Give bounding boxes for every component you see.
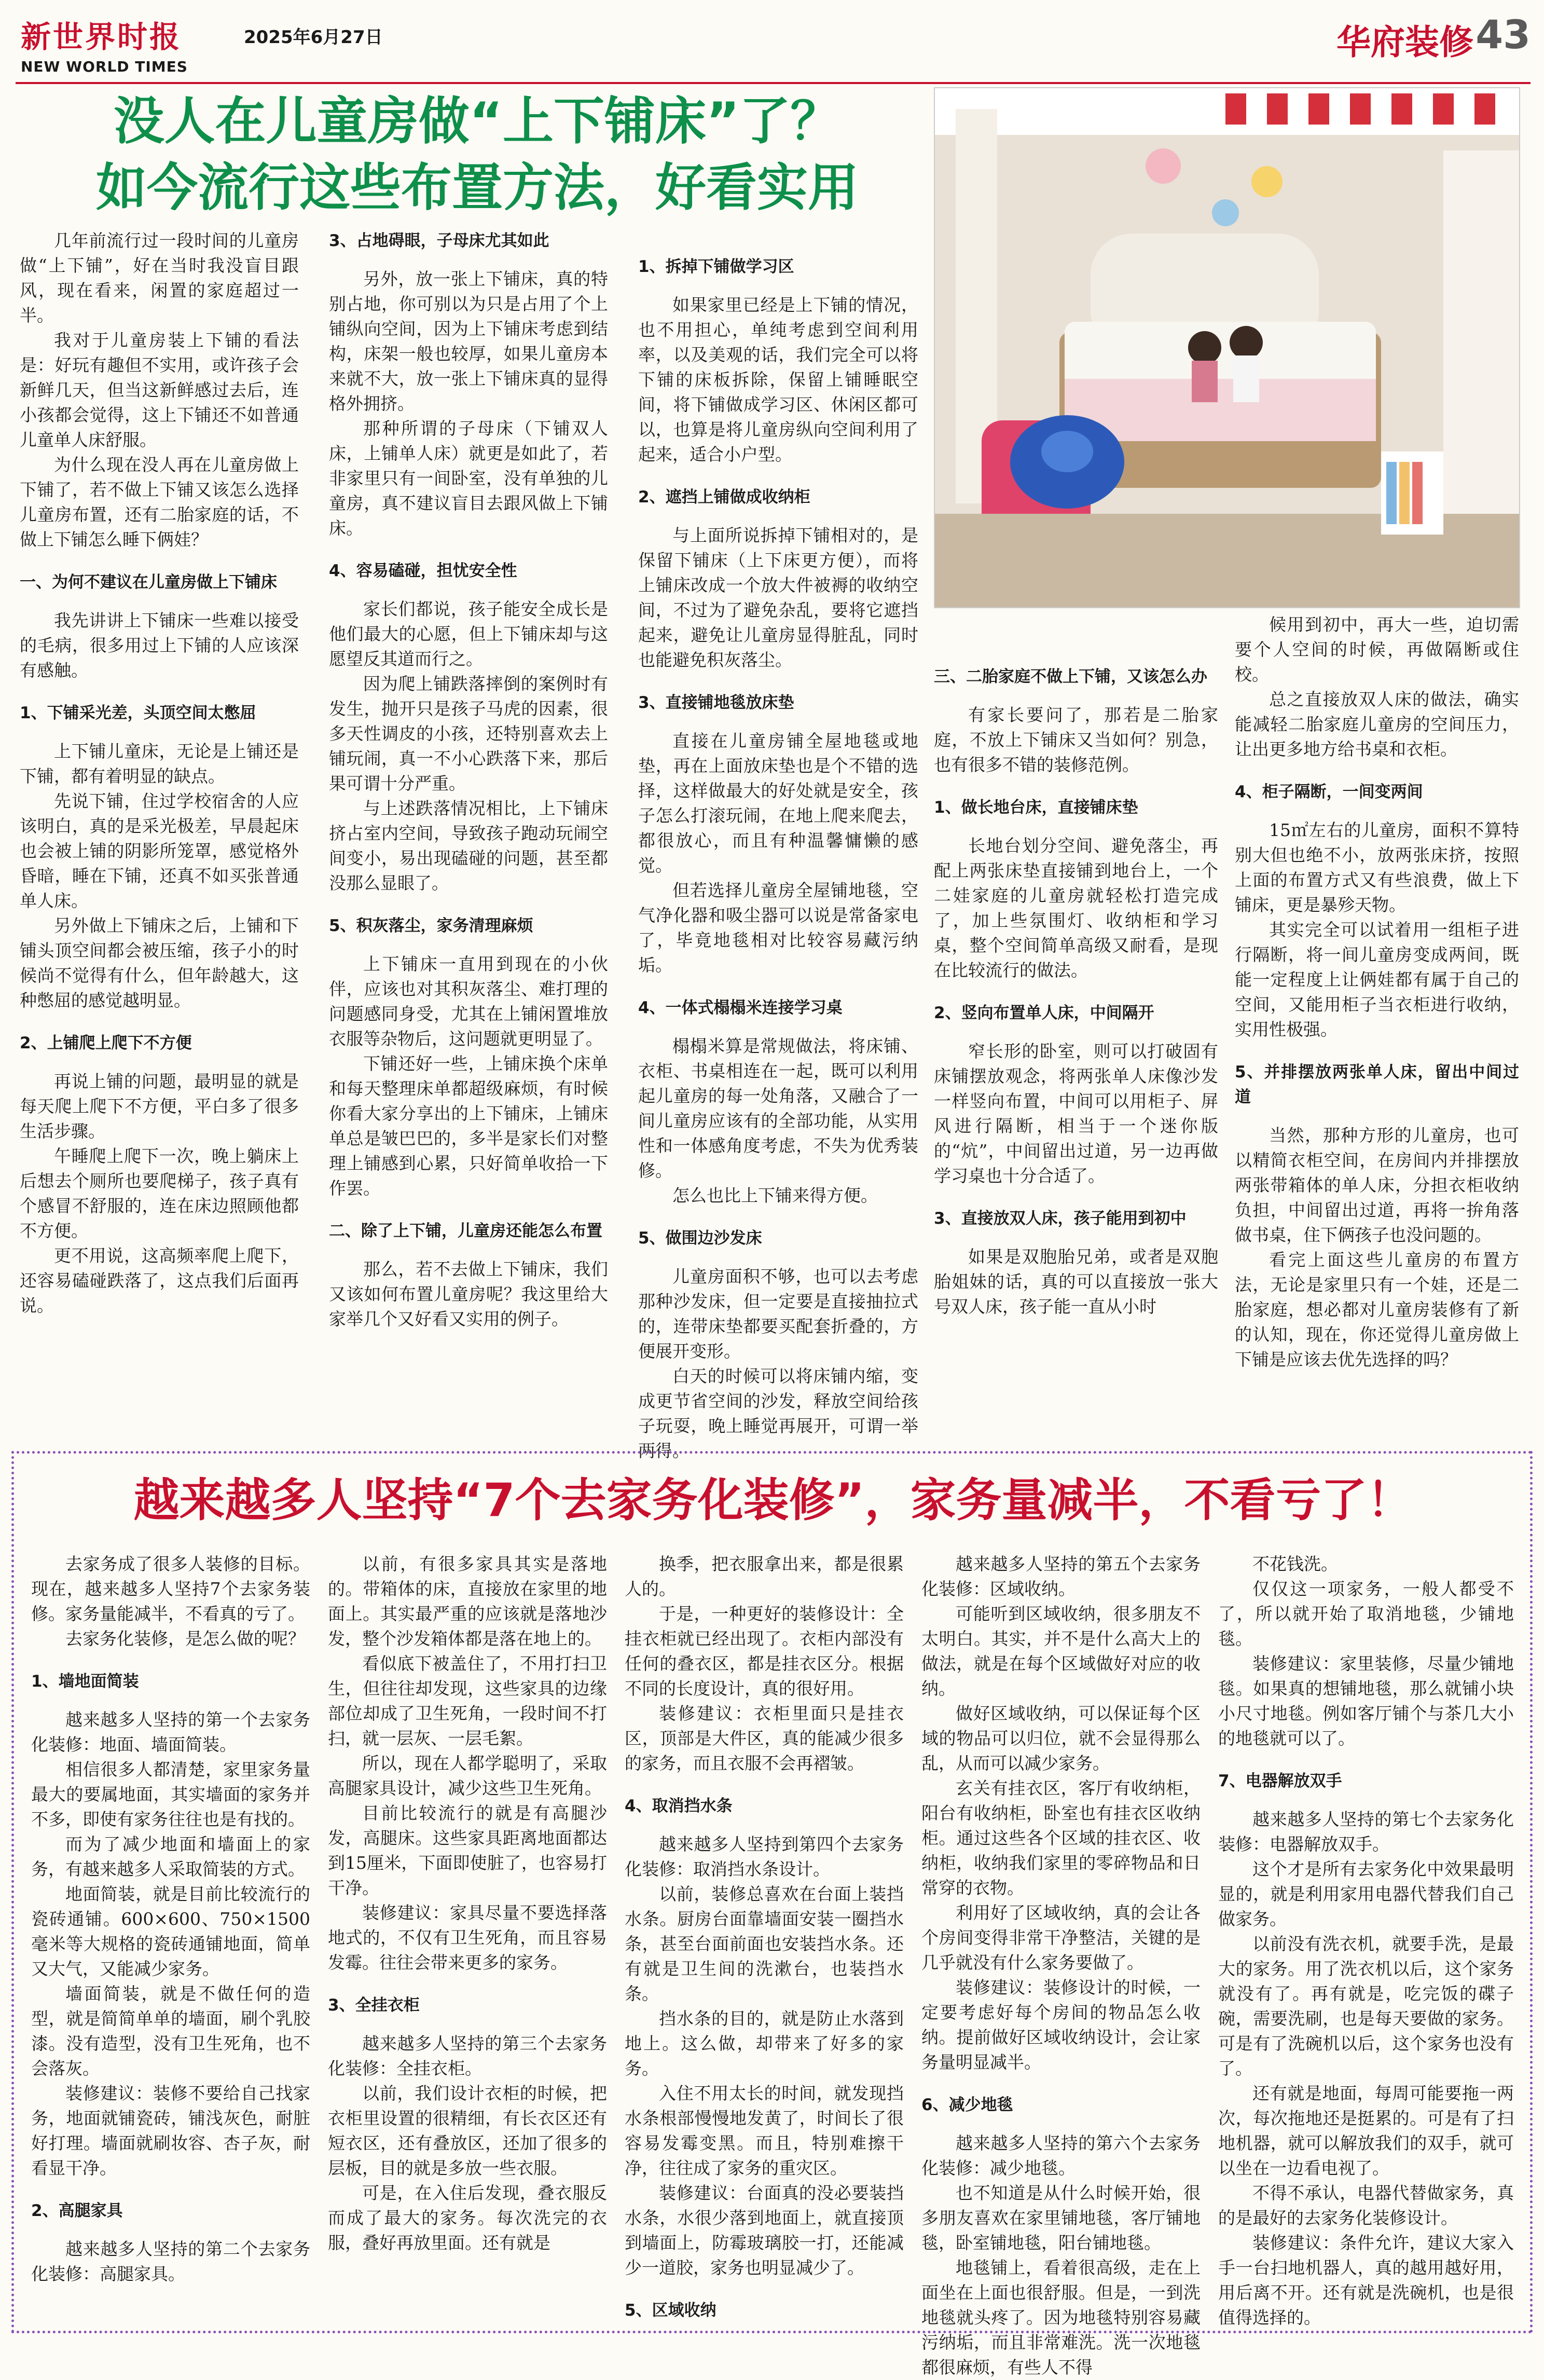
body-paragraph: 做好区域收纳，可以保证每个区域的物品可以归位，就不会显得那么乱，从而可以减少家务。 [921,1703,1201,1773]
article2-column-3 [625,1552,904,2325]
body-paragraph: 15㎡左右的儿童房，面积不算特别大但也绝不小，放两张床挤，按照上面的布置方式又有些浪费，做上下铺床，更是暴殄天物。 [1235,820,1519,915]
body-paragraph: 装修建议：家里装修，尽量少铺地毯。如果真的想铺地毯，那么就铺小块小尺寸地毯。例如客厅铺个与茶几大小的地毯就可以了。 [1218,1653,1514,1748]
body-paragraph: 相信很多人都清楚，家里家务量最大的要属地面，其实墙面的家务并不多，即使有家务往往也是有找的。 [31,1759,310,1829]
section-subhead: 5、积灰落尘，家务清理麻烦 [329,917,533,935]
article1-headline-line2: 如今流行这些布置方法，好看实用 [95,158,859,217]
body-paragraph: 所以，现在人都学聪明了，采取高腿家具设计，减少这些卫生死角。 [328,1753,607,1798]
section-subhead: 一、为何不建议在儿童房做上下铺床 [20,573,277,592]
section-subhead: 4、柜子隔断，一间变两间 [1235,783,1423,801]
body-paragraph: 窄长形的卧室，则可以打破固有床铺摆放观念，将两张单人床像沙发一样竖向布置，中间可以用柜子、屏风进行隔断，相当于一个迷你版的“炕”，中间留出过道，另一边再做学习桌也十分合适了。 [934,1041,1218,1186]
newspaper-logo: 新世界时报 [21,19,182,54]
body-paragraph: 挡水条的目的，就是防止水落到地上。这么做，却带来了好多的家务。 [625,2008,904,2078]
newspaper-english-name: NEW WORLD TIMES [21,58,188,75]
section-subhead: 3、直接放双人床，孩子能用到初中 [934,1209,1187,1228]
section-subhead: 二、除了上下铺，儿童房还能怎么布置 [329,1222,602,1240]
body-paragraph: 地面简装，就是目前比较流行的瓷砖通铺。600×600、750×1500毫米等大规格的瓷砖通铺地面，简单又大气，又能减少家务。 [31,1884,310,1979]
body-paragraph: 装修建议：家具尽量不要选择落地式的，不仅有卫生死角，而且容易发霉。往往会带来更多的家务。 [328,1903,607,1973]
body-paragraph: 越来越多人坚持的第三个去家务化装修：全挂衣柜。 [328,2033,607,2078]
body-paragraph: 入住不用太长的时间，就发现挡水条根部慢慢地发黄了，时间长了很容易发霉变黑。而且，特别难擦干净，往往成了家务的重灾区。 [625,2083,904,2178]
body-paragraph: 而为了减少地面和墙面上的家务，有越来越多人采取简装的方式。 [31,1834,310,1879]
body-paragraph: 以前，我们设计衣柜的时候，把衣柜里设置的很精细，有长衣区还有短衣区，还有叠放区，还加了很多的层板，目的就是多放一些衣服。 [328,2083,607,2178]
body-paragraph: 目前比较流行的就是有高腿沙发，高腿床。这些家具距离地面都达到15厘米，下面即使脏了，也容易打干净。 [328,1803,607,1898]
body-paragraph: 与上面所说拆掉下铺相对的，是保留下铺床（上下床更方便），而将上铺床改成一个放大件被褥的收纳空间，不过为了避免杂乱，要将它遮挡起来，避免让儿童房显得脏乱，同时也能避免积灰落尘。 [638,525,918,670]
body-paragraph: 可是，在入住后发现，叠衣服反而成了最大的家务。每次洗完的衣服，叠好再放里面。还有就是 [328,2183,607,2253]
body-paragraph: 换季，把衣服拿出来，都是很累人的。 [625,1554,904,1599]
body-paragraph: 怎么也比上下铺来得方便。 [672,1185,878,1206]
body-paragraph: 总之直接放双人床的做法，确实能减轻二胎家庭儿童房的空间压力，让出更多地方给书桌和衣柜。 [1235,689,1519,759]
section-subhead: 1、做长地台床，直接铺床垫 [934,798,1138,817]
body-paragraph: 越来越多人坚持的第七个去家务化装修：电器解放双手。 [1218,1809,1514,1854]
masthead [16,9,1531,77]
body-paragraph: 当然，那种方形的儿童房，也可以精简衣柜空间，在房间内并排摆放两张带箱体的单人床，分担衣柜收纳负担，中间留出过道，再将一拚角落做书桌，住下俩孩子也没问题的。 [1235,1125,1519,1245]
section-subhead: 3、占地碍眼，子母床尤其如此 [329,231,549,250]
section-subhead: 2、高腿家具 [31,2201,123,2220]
section-subhead: 5、区域收纳 [625,2301,716,2320]
article1-headline [21,88,934,221]
body-paragraph: 家长们都说，孩子能安全成长是他们最大的心愿，但上下铺床却与这愿望反其道而行之。 [329,599,608,669]
body-paragraph: 因为爬上铺跌落摔倒的案例时有发生，抛开只是孩子马虎的因素，很多天性调皮的小孩，还特别喜欢去上铺玩闹，真一不小心跌落下来，那后果可谓十分严重。 [329,674,608,794]
body-paragraph: 越来越多人坚持的第一个去家务化装修：地面、墙面简装。 [31,1709,310,1755]
kids-room-illustration [935,88,1519,607]
body-paragraph: 不得不承认，电器代替做家务，真的是最好的去家务化装修设计。 [1218,2183,1514,2228]
body-paragraph: 看完上面这些儿童房的布置方法，无论是家里只有一个娃，还是二胎家庭，想必都对儿童房装修有了新的认知，现在，你还觉得儿童房做上下铺是应该去优先选择的吗？ [1235,1250,1519,1370]
section-subhead: 2、竖向布置单人床，中间隔开 [934,1004,1154,1022]
body-paragraph: 可能听到区域收纳，很多朋友不太明白。其实，并不是什么高大上的做法，就是在每个区域做好对应的收纳。 [921,1604,1201,1699]
article2-column-1 [31,1552,310,2325]
body-paragraph: 地毯铺上，看着很高级，走在上面坐在上面也很舒服。但是，一到洗地毯就头疼了。因为地毯特别容易藏污纳垢，而且非常难洗。洗一次地毯都很麻烦，有些人不得 [921,2258,1201,2377]
section-subhead: 1、下铺采光差，头顶空间太憋屈 [20,704,256,722]
issue-date: 2025年6月27日 [244,27,383,48]
body-paragraph: 长地台划分空间、避免落尘，再配上两张床垫直接铺到地台上，一个二娃家庭的儿童房就轻松打造完成了，加上些氛围灯、收纳柜和学习桌，整个空间简单高级又耐看，是现在比较流行的做法。 [934,836,1218,980]
body-paragraph: 如果家里已经是上下铺的情况，也不用担心，单纯考虑到空间利用率，以及美观的话，我们完全可以将下铺的床板拆除，保留上铺睡眠空间，将下铺做成学习区、休闲区都可以，也算是将儿童房纵向空间利用了起来，适合小户型。 [638,295,918,464]
body-paragraph: 那种所谓的子母床（下铺双人床，上铺单人床）就更是如此了，若非家里只有一间卧室，没有单独的儿童房，真不建议盲目去跟风做上下铺床。 [329,418,608,538]
body-paragraph: 但若选择儿童房全屋铺地毯，空气净化器和吸尘器可以说是常备家电了，毕竟地毯相对比较容易藏污纳垢。 [638,880,918,975]
section-subhead: 3、直接铺地毯放床垫 [638,693,794,712]
body-paragraph: 越来越多人坚持到第四个去家务化装修：取消挡水条设计。 [625,1834,904,1879]
body-paragraph: 以前，装修总喜欢在台面上装挡水条。厨房台面靠墙面安装一圈挡水条，甚至台面前面也安装挡水条。还有就是卫生间的洗漱台，也装挡水条。 [625,1884,904,2004]
body-paragraph: 看似底下被盖住了，不用打扫卫生，但往往却发现，这些家具的边缘部位却成了卫生死角，一段时间不打扫，就一层灰、一层毛絮。 [328,1653,607,1748]
body-paragraph: 利用好了区域收纳，真的会让各个房间变得非常干净整洁，关键的是几乎就没有什么家务要做了。 [921,1903,1201,1973]
section-subhead: 5、并排摆放两张单人床，留出中间过道 [1235,1063,1519,1106]
body-paragraph: 儿童房面积不够，也可以去考虑那种沙发床，但一定要是直接抽拉式的，连带床垫都要买配套折叠的，方便展开变形。 [638,1266,918,1361]
body-paragraph: 更不用说，这高频率爬上爬下，还容易磕碰跌落了，这点我们后面再说。 [20,1246,299,1316]
body-paragraph: 上下铺床一直用到现在的小伙伴，应该也对其积灰落尘、难打理的问题感同身受，尤其在上铺闲置堆放衣服等杂物后，这问题就更明显了。 [329,954,608,1049]
section-subhead: 5、做围边沙发床 [638,1229,762,1248]
section-subhead: 4、一体式榻榻米连接学习桌 [638,998,843,1017]
kids-room-photo [934,87,1520,608]
body-paragraph: 午睡爬上爬下一次，晚上躺床上后想去个厕所也要爬梯子，孩子真有个感冒不舒服的，连在床边照顾他都不方便。 [20,1146,299,1241]
body-paragraph: 装修建议：衣柜里面只是挂衣区，顶部是大件区，真的能减少很多的家务，而且衣服不会再褶皱。 [625,1703,904,1773]
section-subhead: 2、上铺爬上爬下不方便 [20,1034,192,1052]
body-paragraph: 不花钱洗。 [1252,1554,1338,1574]
section-name: 华府装修 [1336,22,1473,62]
body-paragraph: 那么，若不去做上下铺床，我们又该如何布置儿童房呢？我这里给大家举几个又好看又实用的例子。 [329,1259,608,1329]
masthead-rule [16,82,1531,84]
article2-column-2 [328,1552,607,2325]
body-paragraph: 装修建议：装修设计的时候，一定要考虑好每个房间的物品怎么收纳。提前做好区域收纳设计，会让家务量明显减半。 [921,1977,1201,2072]
body-paragraph: 越来越多人坚持的第六个去家务化装修：减少地毯。 [921,2133,1201,2178]
body-paragraph: 榻榻米算是常规做法，将床铺、衣柜、书桌相连在一起，既可以利用起儿童房的每一处角落，又融合了一间儿童房应该有的全部功能，从实用性和一体感角度考虑，不失为优秀装修。 [638,1036,918,1181]
section-subhead: 3、全挂衣柜 [328,1996,420,2015]
body-paragraph: 去家务化装修，是怎么做的呢？ [65,1629,305,1649]
body-paragraph: 玄关有挂衣区，客厅有收纳柜，阳台有收纳柜，卧室也有挂衣区收纳柜。通过这些各个区域的挂衣区、收纳柜，收纳我们家里的零碎物品和日常穿的衣物。 [921,1778,1201,1898]
article1-column-3 [638,254,918,1461]
body-paragraph: 我先讲讲上下铺床一些难以接受的毛病，很多用过上下铺的人应该深有感触。 [20,610,299,680]
section-subhead: 1、拆掉下铺做学习区 [638,257,794,276]
body-paragraph: 为什么现在没人再在儿童房做上下铺了，若不做上下铺又该怎么选择儿童房布置，还有二胎家庭的话，不做上下铺怎么睡下俩娃？ [20,455,299,550]
article2-column-4 [921,1552,1201,2377]
body-paragraph: 仅仅这一项家务，一般人都受不了，所以就开始了取消地毯，少铺地毯。 [1218,1579,1514,1649]
section-subhead: 4、容易磕碰，担忧安全性 [329,562,517,580]
section-subhead: 6、减少地毯 [921,2096,1013,2114]
body-paragraph: 白天的时候可以将床铺内缩，变成更节省空间的沙发，释放空间给孩子玩耍，晚上睡觉再展开，可谓一举两得。 [638,1366,918,1461]
article1-headline-line1: 没人在儿童房做“上下铺床”了？ [113,92,842,151]
body-paragraph: 候用到初中，再大一些，迫切需要个人空间的时候，再做隔断或住校。 [1235,614,1519,685]
body-paragraph: 另外做上下铺床之后，上铺和下铺头顶空间都会被压缩，孩子小的时候尚不觉得有什么，但年龄越大，这种憋屈的感觉越明显。 [20,915,299,1010]
body-paragraph: 以前没有洗衣机，就要手洗，是最大的家务。用了洗衣机以后，这个家务就没有了。再有就是，吃完饭的碟子碗，需要洗刷，也是每天要做的家务。可是有了洗碗机以后，这个家务也没有了。 [1218,1934,1514,2078]
article2-column-5 [1218,1552,1514,2328]
body-paragraph: 装修建议：台面真的没必要装挡水条，水很少落到地面上，就直接顶到墙面上，防霉玻璃胶一打，还能减少一道胶，家务也明显减少了。 [625,2183,904,2278]
body-paragraph: 与上述跌落情况相比，上下铺床挤占室内空间，导致孩子跑动玩闹空间变小，易出现磕碰的问题，甚至都没那么显眼了。 [329,798,608,893]
page-number: 43 [1476,11,1531,58]
section-subhead: 4、取消挡水条 [625,1797,733,1815]
body-paragraph: 有家长要问了，那若是二胎家庭，不放上下铺床又当如何？别急，也有很多不错的装修范例。 [934,705,1218,775]
body-paragraph: 其实完全可以试着用一组柜子进行隔断，将一间儿童房变成两间，既能一定程度上让俩娃都有属于自己的空间，又能用柜子当衣柜进行收纳，实用性极强。 [1235,920,1519,1039]
article2-headline: 越来越多人坚持“7个去家务化装修”，家务量减半，不看亏了！ [133,1473,1413,1527]
article1-column-4 [934,664,1218,1438]
body-paragraph: 直接在儿童房铺全屋地毯或地垫，再在上面放床垫也是个不错的选择，这样做最大的好处就是安全，孩子怎么打滚玩闹，在地上爬来爬去，都很放心，而且有种温馨慵懒的感觉。 [638,731,918,876]
section-subhead: 1、墙地面简装 [31,1672,139,1691]
section-subhead: 三、二胎家庭不做上下铺，又该怎么办 [934,667,1207,686]
body-paragraph: 这个才是所有去家务化中效果最明显的，就是利用家用电器代替我们自己做家务。 [1218,1859,1514,1929]
body-paragraph: 去家务成了很多人装修的目标。现在，越来越多人坚持7个去家务装修。家务量能减半，不看真的亏了。 [31,1554,310,1624]
body-paragraph: 再说上铺的问题，最明显的就是每天爬上爬下不方便，平白多了很多生活步骤。 [20,1071,299,1141]
body-paragraph: 墙面简装，就是不做任何的造型，就是简简单单的墙面，刷个乳胶漆。没有造型，没有卫生死角，也不会落灰。 [31,1984,310,2078]
body-paragraph: 上下铺儿童床，无论是上铺还是下铺，都有着明显的缺点。 [20,741,299,786]
body-paragraph: 我对于儿童房装上下铺的看法是：好玩有趣但不实用，或许孩子会新鲜几天，但当这新鲜感过去后，连小孩都会觉得，这上下铺还不如普通儿童单人床舒服。 [20,330,299,450]
body-paragraph: 越来越多人坚持的第二个去家务化装修：高腿家具。 [31,2239,310,2284]
body-paragraph: 如果是双胞胎兄弟，或者是双胞胎姐妹的话，真的可以直接放一张大号双人床，孩子能一直从小时 [934,1247,1218,1317]
body-paragraph: 另外，放一张上下铺床，真的特别占地，你可别以为只是占用了个上铺纵向空间，因为上下铺床考虑到结构，床架一般也较厚，如果儿童房本来就不大，放一张上下铺床真的显得格外拥挤。 [329,269,608,414]
body-paragraph: 于是，一种更好的装修设计：全挂衣柜就已经出现了。衣柜内部没有任何的叠衣区，都是挂衣区分。根据不同的长度设计，真的很好用。 [625,1604,904,1699]
body-paragraph: 也不知道是从什么时候开始，很多朋友喜欢在家里铺地毯，客厅铺地毯，卧室铺地毯，阳台铺地毯。 [921,2183,1201,2253]
body-paragraph: 装修建议：条件允许，建议大家入手一台扫地机器人，真的越用越好用，用后离不开。还有就是洗碗机，也是很值得选择的。 [1218,2233,1514,2328]
body-paragraph: 下铺还好一些，上铺床换个床单和每天整理床单都超级麻烦，有时候你看大家分享出的上下铺床，上铺床单总是皱巴巴的，多半是家长们对整理上铺感到心累，只好简单收拾一下作罢。 [329,1054,608,1198]
body-paragraph: 越来越多人坚持的第五个去家务化装修：区域收纳。 [921,1554,1201,1599]
body-paragraph: 还有就是地面，每周可能要拖一两次，每次拖地还是挺累的。可是有了扫地机器，就可以解放我们的双手，就可以坐在一边看电视了。 [1218,2083,1514,2178]
body-paragraph: 以前，有很多家具其实是落地的。带箱体的床，直接放在家里的地面上。其实最严重的应该就是落地沙发，整个沙发箱体都是落在地上的。 [328,1554,607,1649]
section-subhead: 7、电器解放双手 [1218,1772,1342,1790]
article1-column-5 [1235,612,1519,1438]
article1-column-1 [20,228,299,1438]
article1-column-2 [329,228,608,1438]
body-paragraph: 装修建议：装修不要给自己找家务，地面就铺瓷砖，铺浅灰色，耐脏好打理。墙面就刷妆容、杏子灰，耐看显干净。 [31,2083,310,2178]
body-paragraph: 几年前流行过一段时间的儿童房做“上下铺”，好在当时我没盲目跟风，现在看来，闲置的家庭超过一半。 [20,230,299,325]
body-paragraph: 先说下铺，住过学校宿舍的人应该明白，真的是采光极差，早晨起床也会被上铺的阴影所笼罩，感觉格外昏暗，睡在下铺，还真不如买张普通单人床。 [20,791,299,911]
section-subhead: 2、遮挡上铺做成收纳柜 [638,488,810,507]
